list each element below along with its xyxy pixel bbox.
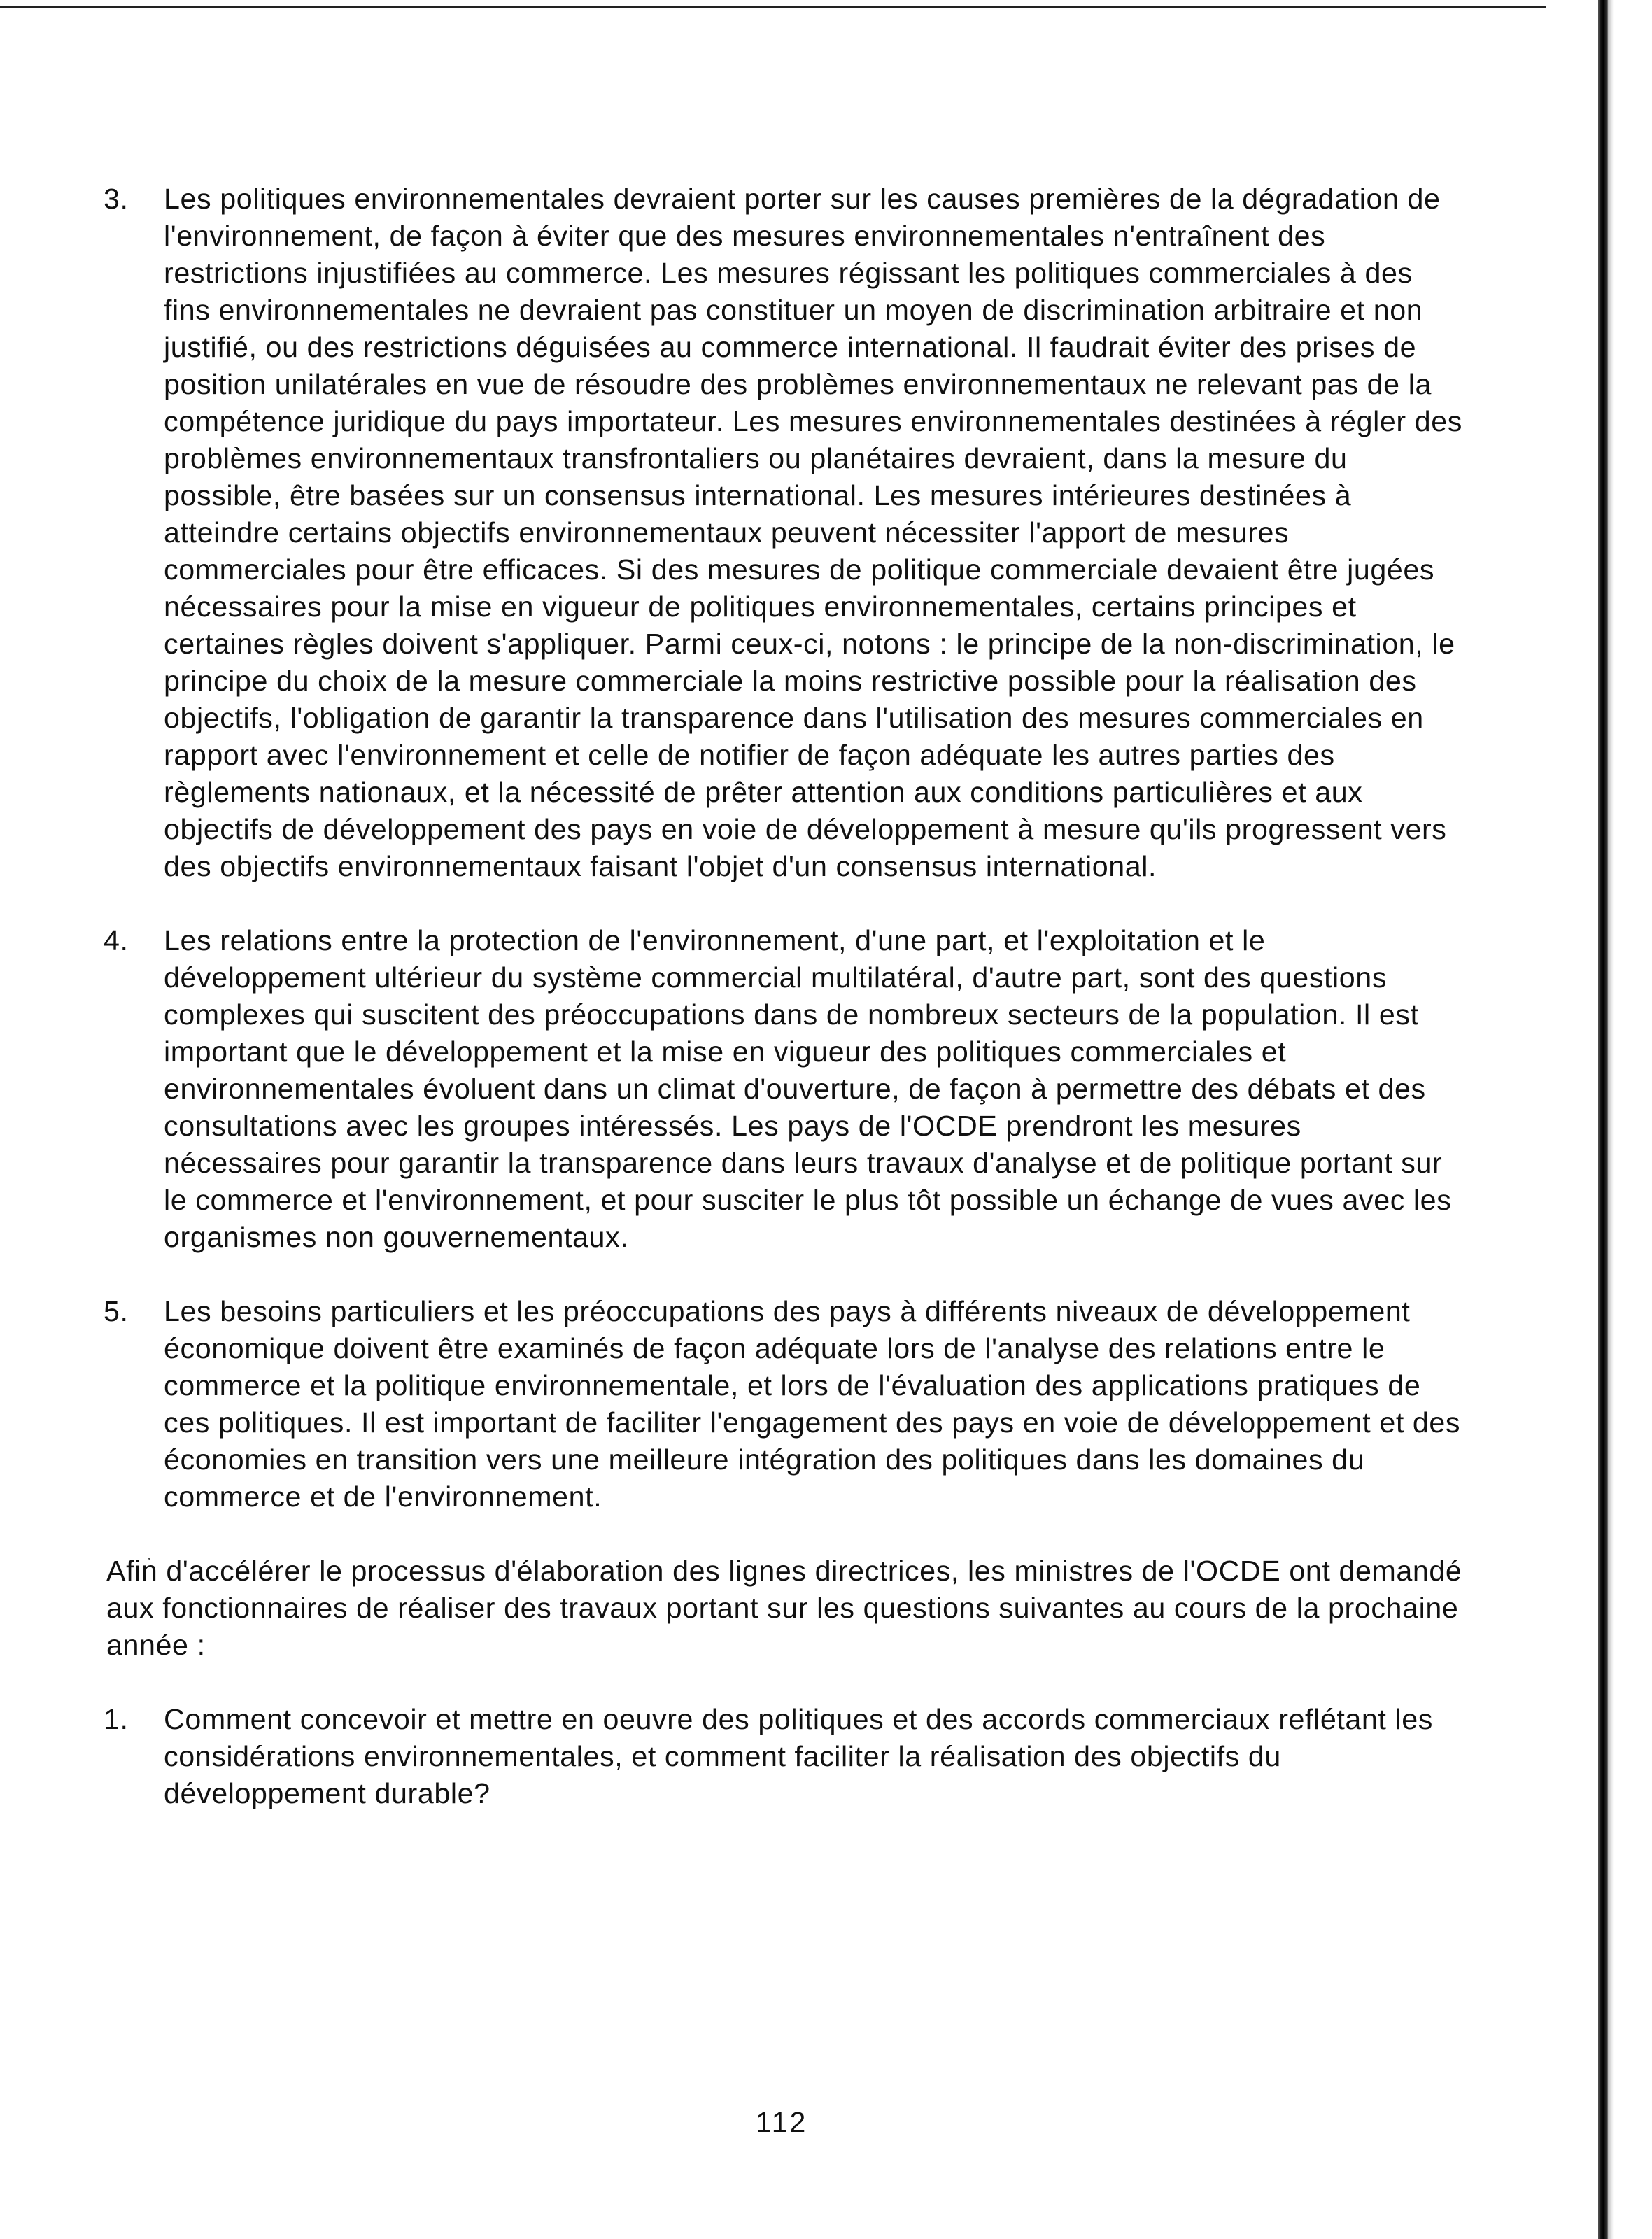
- list-item-text: Les besoins particuliers et les préoccupations des pays à différents niveaux de développement économique doivent être examinés de façon adéquate lors de l'analyse des relations entre le commerce et la politique environnementale, et lors de l'évaluation des applications pratiques de ces politiques. Il est important de faciliter l'engagement des pays en voie de développement et des économies en transition vers une meilleure intégration des politiques dans les domaines du commerce et de l'environnement.: [164, 1295, 1461, 1513]
- document-body: [106, 181, 1464, 1812]
- list-item-text: Les relations entre la protection de l'environnement, d'une part, et l'exploitation et le développement ultérieur du système commercial multilatéral, d'autre part, sont des questions complexes qui suscitent des préoccupations dans de nombreux secteurs de la population. Il est important que le développement et la mise en vigueur des politiques commerciales et environnementales évoluent dans un climat d'ouverture, de façon à permettre des débats et des consultations avec les groupes intéressés. Les pays de l'OCDE prendront les mesures nécessaires pour garantir la transparence dans leurs travaux d'analyse et de politique portant sur le commerce et l'environnement, et pour susciter le plus tôt possible un échange de vues avec les organismes non gouvernementaux.: [164, 924, 1452, 1253]
- list-item-5: [106, 1293, 1464, 1516]
- page-number: 112: [756, 2106, 808, 2138]
- question-item-1: [106, 1701, 1464, 1812]
- page-binding-shadow: [1608, 0, 1614, 2239]
- list-item-3: [106, 181, 1464, 885]
- list-item-number: 3.: [104, 183, 129, 215]
- list-item-number: 4.: [104, 924, 129, 956]
- page-binding-edge: [1598, 0, 1608, 2239]
- question-number: 1.: [104, 1703, 129, 1735]
- intro-paragraph: Afin d'accélérer le processus d'élaboration des lignes directrices, les ministres de l'OCDE ont demandé aux fonctionnaires de réaliser des travaux portant sur les questions suivantes au cours de la prochaine année :: [106, 1555, 1462, 1661]
- list-item-4: [106, 922, 1464, 1256]
- top-scan-rule: [0, 6, 1546, 8]
- list-item-text: Les politiques environnementales devraient porter sur les causes premières de la dégradation de l'environnement, de façon à éviter que des mesures environnementales n'entraînent des restrictions injustifiées au commerce. Les mesures régissant les politiques commerciales à des fins environnementales ne devraient pas constituer un moyen de discrimination arbitraire et non justifié, ou des restrictions déguisées au commerce international. Il faudrait éviter des prises de position unilatérales en vue de résoudre des problèmes environnementaux ne relevant pas de la compétence juridique du pays importateur. Les mesures environnementales destinées à régler des problèmes environnementaux transfrontaliers ou planétaires devraient, dans la mesure du possible, être basées sur un consensus international. Les mesures intérieures destinées à atteindre certains objectifs environnementaux peuvent nécessiter l'apport de mesures commerciales pour être efficaces. Si des mesures de politique commerciale devaient être jugées nécessaires pour la mise en vigueur de politiques environnementales, certains principes et certaines règles doivent s'appliquer. Parmi ceux-ci, notons : le principe de la non-discrimination, le principe du choix de la mesure commerciale la moins restrictive possible pour la réalisation des objectifs, l'obligation de garantir la transparence dans l'utilisation des mesures commerciales en rapport avec l'environnement et celle de notifier de façon adéquate les autres parties des règlements nationaux, et la nécessité de prêter attention aux conditions particulières et aux objectifs de développement des pays en voie de développement à mesure qu'ils progressent vers des objectifs environnementaux faisant l'objet d'un consensus international.: [164, 183, 1462, 882]
- list-item-number: 5.: [104, 1295, 129, 1327]
- question-text: Comment concevoir et mettre en oeuvre des politiques et des accords commerciaux reflétant les considérations environnementales, et comment faciliter la réalisation des objectifs du développement durable?: [164, 1703, 1433, 1809]
